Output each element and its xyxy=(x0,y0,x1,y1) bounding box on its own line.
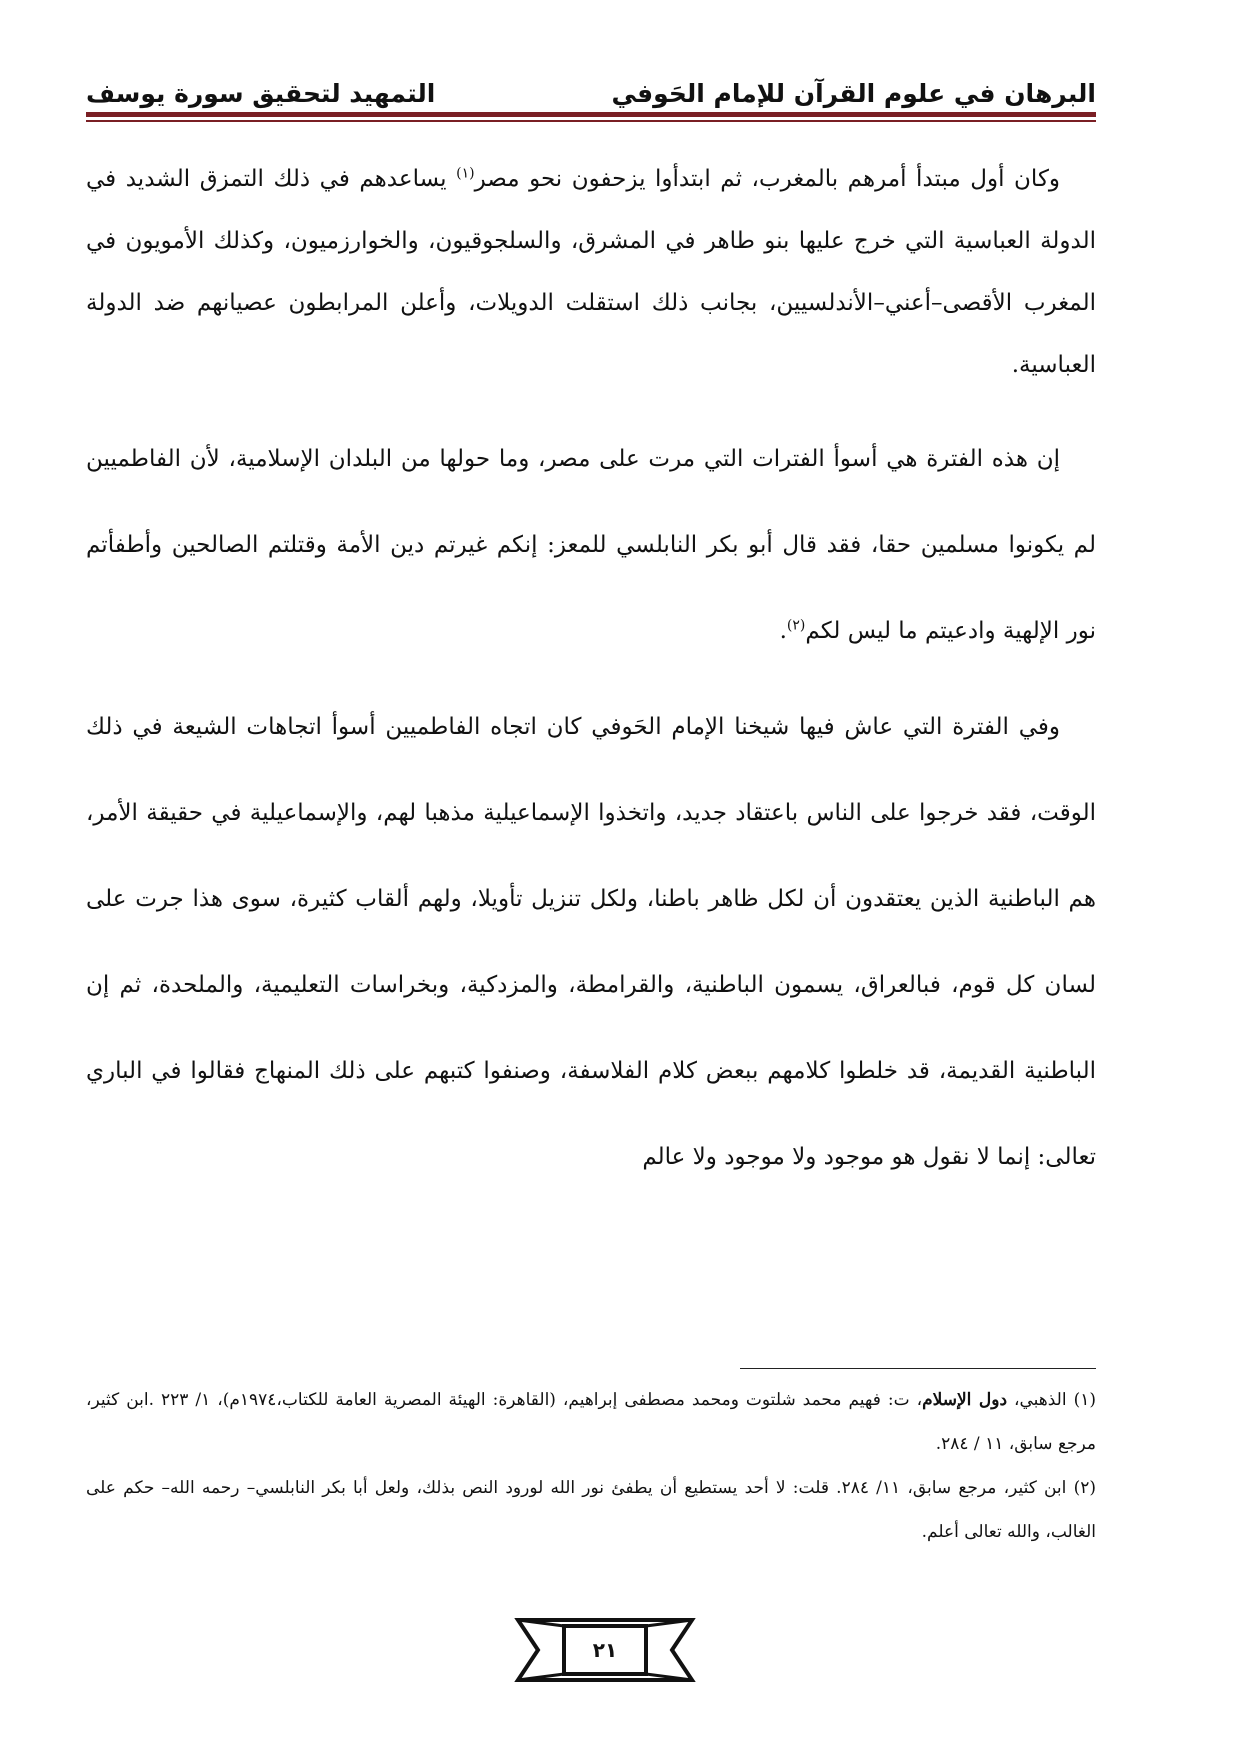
footnotes xyxy=(86,1378,1096,1554)
footnote-2: (٢) ابن كثير، مرجع سابق، ١١/ ٢٨٤. قلت: لا أحد يستطيع أن يطفئ نور الله لورود النص بذلك، ولعل أبا بكر النابلسي– رحمه الله– حكم على الغالب، والله تعالى أعلم. xyxy=(86,1478,1096,1542)
footnote-ref-2[interactable]: (٢) xyxy=(786,617,806,634)
book-title: البرهان في علوم القرآن للإمام الحَوفي xyxy=(611,79,1096,108)
section-title: التمهيد لتحقيق سورة يوسف xyxy=(86,79,436,108)
main-text xyxy=(86,148,1096,1200)
paragraph-1: وكان أول مبتدأ أمرهم بالمغرب، ثم ابتدأوا يزحفون نحو مصر$^{(١)}$ يساعدهم في ذلك التمزق الشديد في الدولة العباسية التي خرج عليها بنو طاهر في المشرق، والسلجوقيون، والخوارزميون، وكذلك الأمويون في المغرب الأقصى–أعني–الأندلسيين، بجانب ذلك استقلت الدويلات، وأعلن المرابطون عصيانهم ضد الدولة العباسية. xyxy=(86,165,1096,378)
running-header xyxy=(86,60,1096,108)
page-number: ٢١ xyxy=(592,1638,618,1662)
header-rule xyxy=(86,112,1096,117)
header-rule-thin xyxy=(86,120,1096,122)
footnote-separator xyxy=(740,1368,1096,1369)
paragraph-2: إن هذه الفترة هي أسوأ الفترات التي مرت على مصر، وما حولها من البلدان الإسلامية، لأن الفاطميين لم يكونوا مسلمين حقا، فقد قال أبو بكر النابلسي للمعز: إنكم غيرتم دين الأمة وقتلتم الصالحين وأطفأتم نور الإلهية وادعيتم ما ليس لكم$^{(٢)}$. xyxy=(86,446,1096,644)
footnote-ref-1[interactable]: (١) xyxy=(456,165,475,182)
footnote-book-title: دول الإسلام xyxy=(922,1390,1008,1410)
paragraph-3: وفي الفترة التي عاش فيها شيخنا الإمام الحَوفي كان اتجاه الفاطميين أسوأ اتجاهات الشيعة في ذلك الوقت، فقد خرجوا على الناس باعتقاد جديد، واتخذوا الإسماعيلية مذهبا لهم، والإسماعيلية في حقيقة الأمر، هم الباطنية الذين يعتقدون أن لكل ظاهر باطنا، ولكل تنزيل تأويلا، ولهم ألقاب كثيرة، سوى هذا جرت على لسان كل قوم، فبالعراق، يسمون الباطنية، والقرامطة، والمزدكية، وبخراسات التعليمية، والملحدة، ثم إن الباطنية القديمة، قد خلطوا كلامهم ببعض كلام الفلاسفة، وصنفوا كتبهم على ذلك المنهاج فقالوا في الباري تعالى: إنما لا نقول هو موجود ولا موجود ولا عالم xyxy=(86,714,1096,1170)
footnote-1: (١) الذهبي، دول الإسلام، ت: فهيم محمد شلتوت ومحمد مصطفى إبراهيم، (القاهرة: الهيئة المصرية العامة للكتاب،١٩٧٤م)، ١/ ٢٢٣ .ابن كثير، مرجع سابق، ١١ / ٢٨٤. xyxy=(86,1390,1096,1454)
